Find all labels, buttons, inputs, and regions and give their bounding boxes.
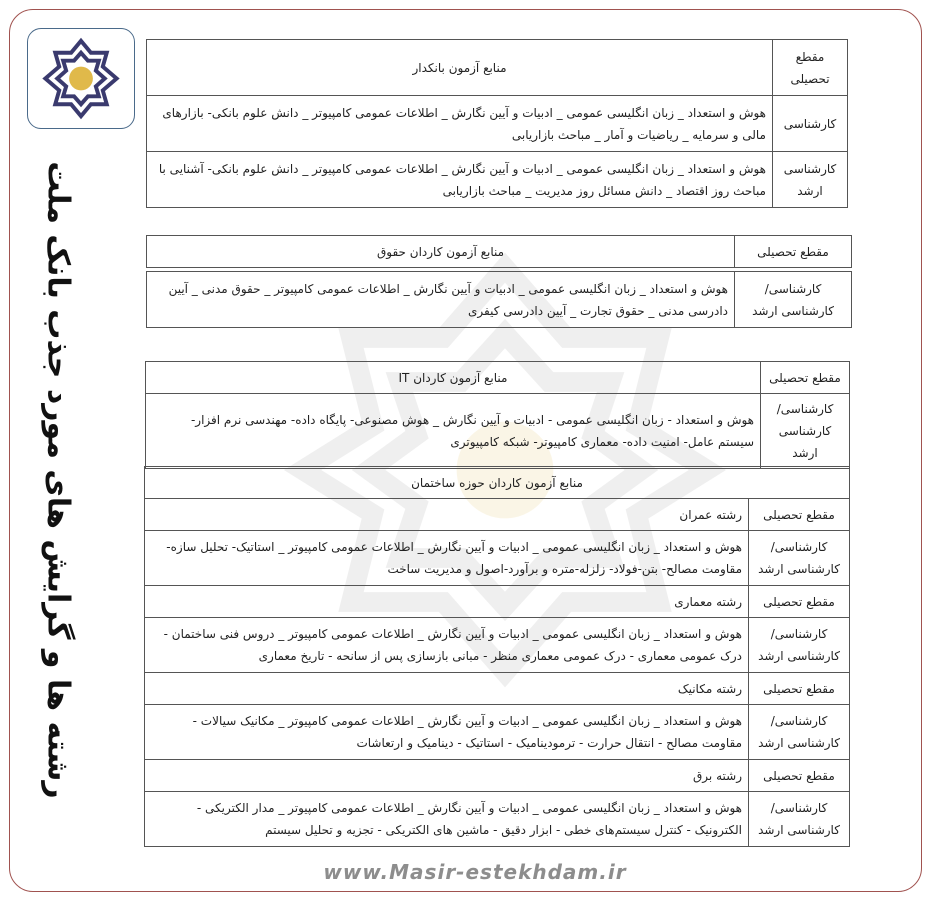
hoghoogh-row-content: هوش و استعداد _ زبان انگلیسی عمومی _ ادبیات و آیین نگارش _ اطلاعات عمومی کامپیوتر _ حقوق مدنی _ آیین دادرسی مدنی _ حقوق تجارت _ آیین دادرسی کیفری [147,272,735,328]
it-row-content: هوش و استعداد - زبان انگلیسی عمومی - ادبیات و آیین نگارش _ هوش مصنوعی- پایگاه داده- مهندسی نرم افزار- سیستم عامل- امنیت داده- معماری کامپیوتر- شبکه کامپیوتری [146,394,761,469]
it-header-title: منابع آزمون کاردان IT [146,362,761,394]
bankdar-row-content: هوش و استعداد _ زبان انگلیسی عمومی _ ادبیات و آیین نگارش _ اطلاعات عمومی کامپیوتر _ دانش علوم بانکی- آشنایی با مباحث روز اقتصاد _ دانش مسائل روز مدیریت _ مباحث بازاریابی [147,152,773,208]
it-header-level: مقطع تحصیلی [761,362,850,394]
bankdar-row-level: کارشناسی ارشد [773,152,848,208]
sakhteman-table [144,466,850,847]
side-title-text: رشته ها و گرایش های مورد جذب بانک ملت [40,161,76,799]
it-row-level: کارشناسی/ کارشناسی ارشد [761,394,850,469]
sakhteman-row-content: هوش و استعداد _ زبان انگلیسی عمومی _ ادبیات و آیین نگارش _ اطلاعات عمومی کامپیوتر _ دروس فنی ساختمان - درک عمومی معماری - درک عمومی معماری منظر - مبانی بازسازی پس از سانحه - تاریخ معماری [145,618,749,673]
sakhteman-field-name: رشته عمران [145,499,749,531]
bank-mellat-logo-icon [28,29,134,128]
sakhteman-title: منابع آزمون کاردان حوزه ساختمان [145,467,850,499]
footer-url: www.Masir-estekhdam.ir [323,860,627,884]
bankdar-table [146,39,848,208]
sakhteman-row-level: کارشناسی/ کارشناسی ارشد [749,531,850,586]
sakhteman-row-level: کارشناسی/ کارشناسی ارشد [749,618,850,673]
sakhteman-header-level: مقطع تحصیلی [749,586,850,618]
bankdar-header-level: مقطع تحصیلی [773,40,848,96]
sakhteman-field-name: رشته برق [145,760,749,792]
hoghoogh-row-level: کارشناسی/ کارشناسی ارشد [735,272,852,328]
sakhteman-header-level: مقطع تحصیلی [749,760,850,792]
sakhteman-row-content: هوش و استعداد _ زبان انگلیسی عمومی _ ادبیات و آیین نگارش _ اطلاعات عمومی کامپیوتر _ مدار الکتریکی - الکترونیک - کنترل سیستم‌های خطی - ابزار دقیق - ماشین های الکتریکی - تجزیه و تحلیل سیستم [145,792,749,847]
sakhteman-header-level: مقطع تحصیلی [749,499,850,531]
hoghoogh-table [146,235,852,328]
hoghoogh-header-title: منابع آزمون کاردان حقوق [147,236,735,268]
sakhteman-row-content: هوش و استعداد _ زبان انگلیسی عمومی _ ادبیات و آیین نگارش _ اطلاعات عمومی کامپیوتر _ استاتیک- تحلیل سازه- مقاومت مصالح- بتن-فولاد- زلزله-متره و برآورد-اصول و مدیریت ساخت [145,531,749,586]
sakhteman-field-name: رشته معماری [145,586,749,618]
it-table [145,361,850,469]
bankdar-row-level: کارشناسی [773,96,848,152]
bankdar-row-content: هوش و استعداد _ زبان انگلیسی عمومی _ ادبیات و آیین نگارش _ اطلاعات عمومی کامپیوتر _ دانش علوم بانکی- بازارهای مالی و سرمایه _ ریاضیات و آمار _ مباحث بازاریابی [147,96,773,152]
sakhteman-row-level: کارشناسی/ کارشناسی ارشد [749,792,850,847]
sakhteman-header-level: مقطع تحصیلی [749,673,850,705]
hoghoogh-header-level: مقطع تحصیلی [735,236,852,268]
sakhteman-field-name: رشته مکانیک [145,673,749,705]
sakhteman-row-content: هوش و استعداد _ زبان انگلیسی عمومی _ ادبیات و آیین نگارش _ اطلاعات عمومی کامپیوتر _ مکانیک سیالات - مقاومت مصالح - انتقال حرارت - ترمودینامیک - استاتیک - دینامیک و ارتعاشات [145,705,749,760]
bank-logo-frame [27,28,135,129]
sakhteman-row-level: کارشناسی/ کارشناسی ارشد [749,705,850,760]
bankdar-header-title: منابع آزمون بانکدار [147,40,773,96]
